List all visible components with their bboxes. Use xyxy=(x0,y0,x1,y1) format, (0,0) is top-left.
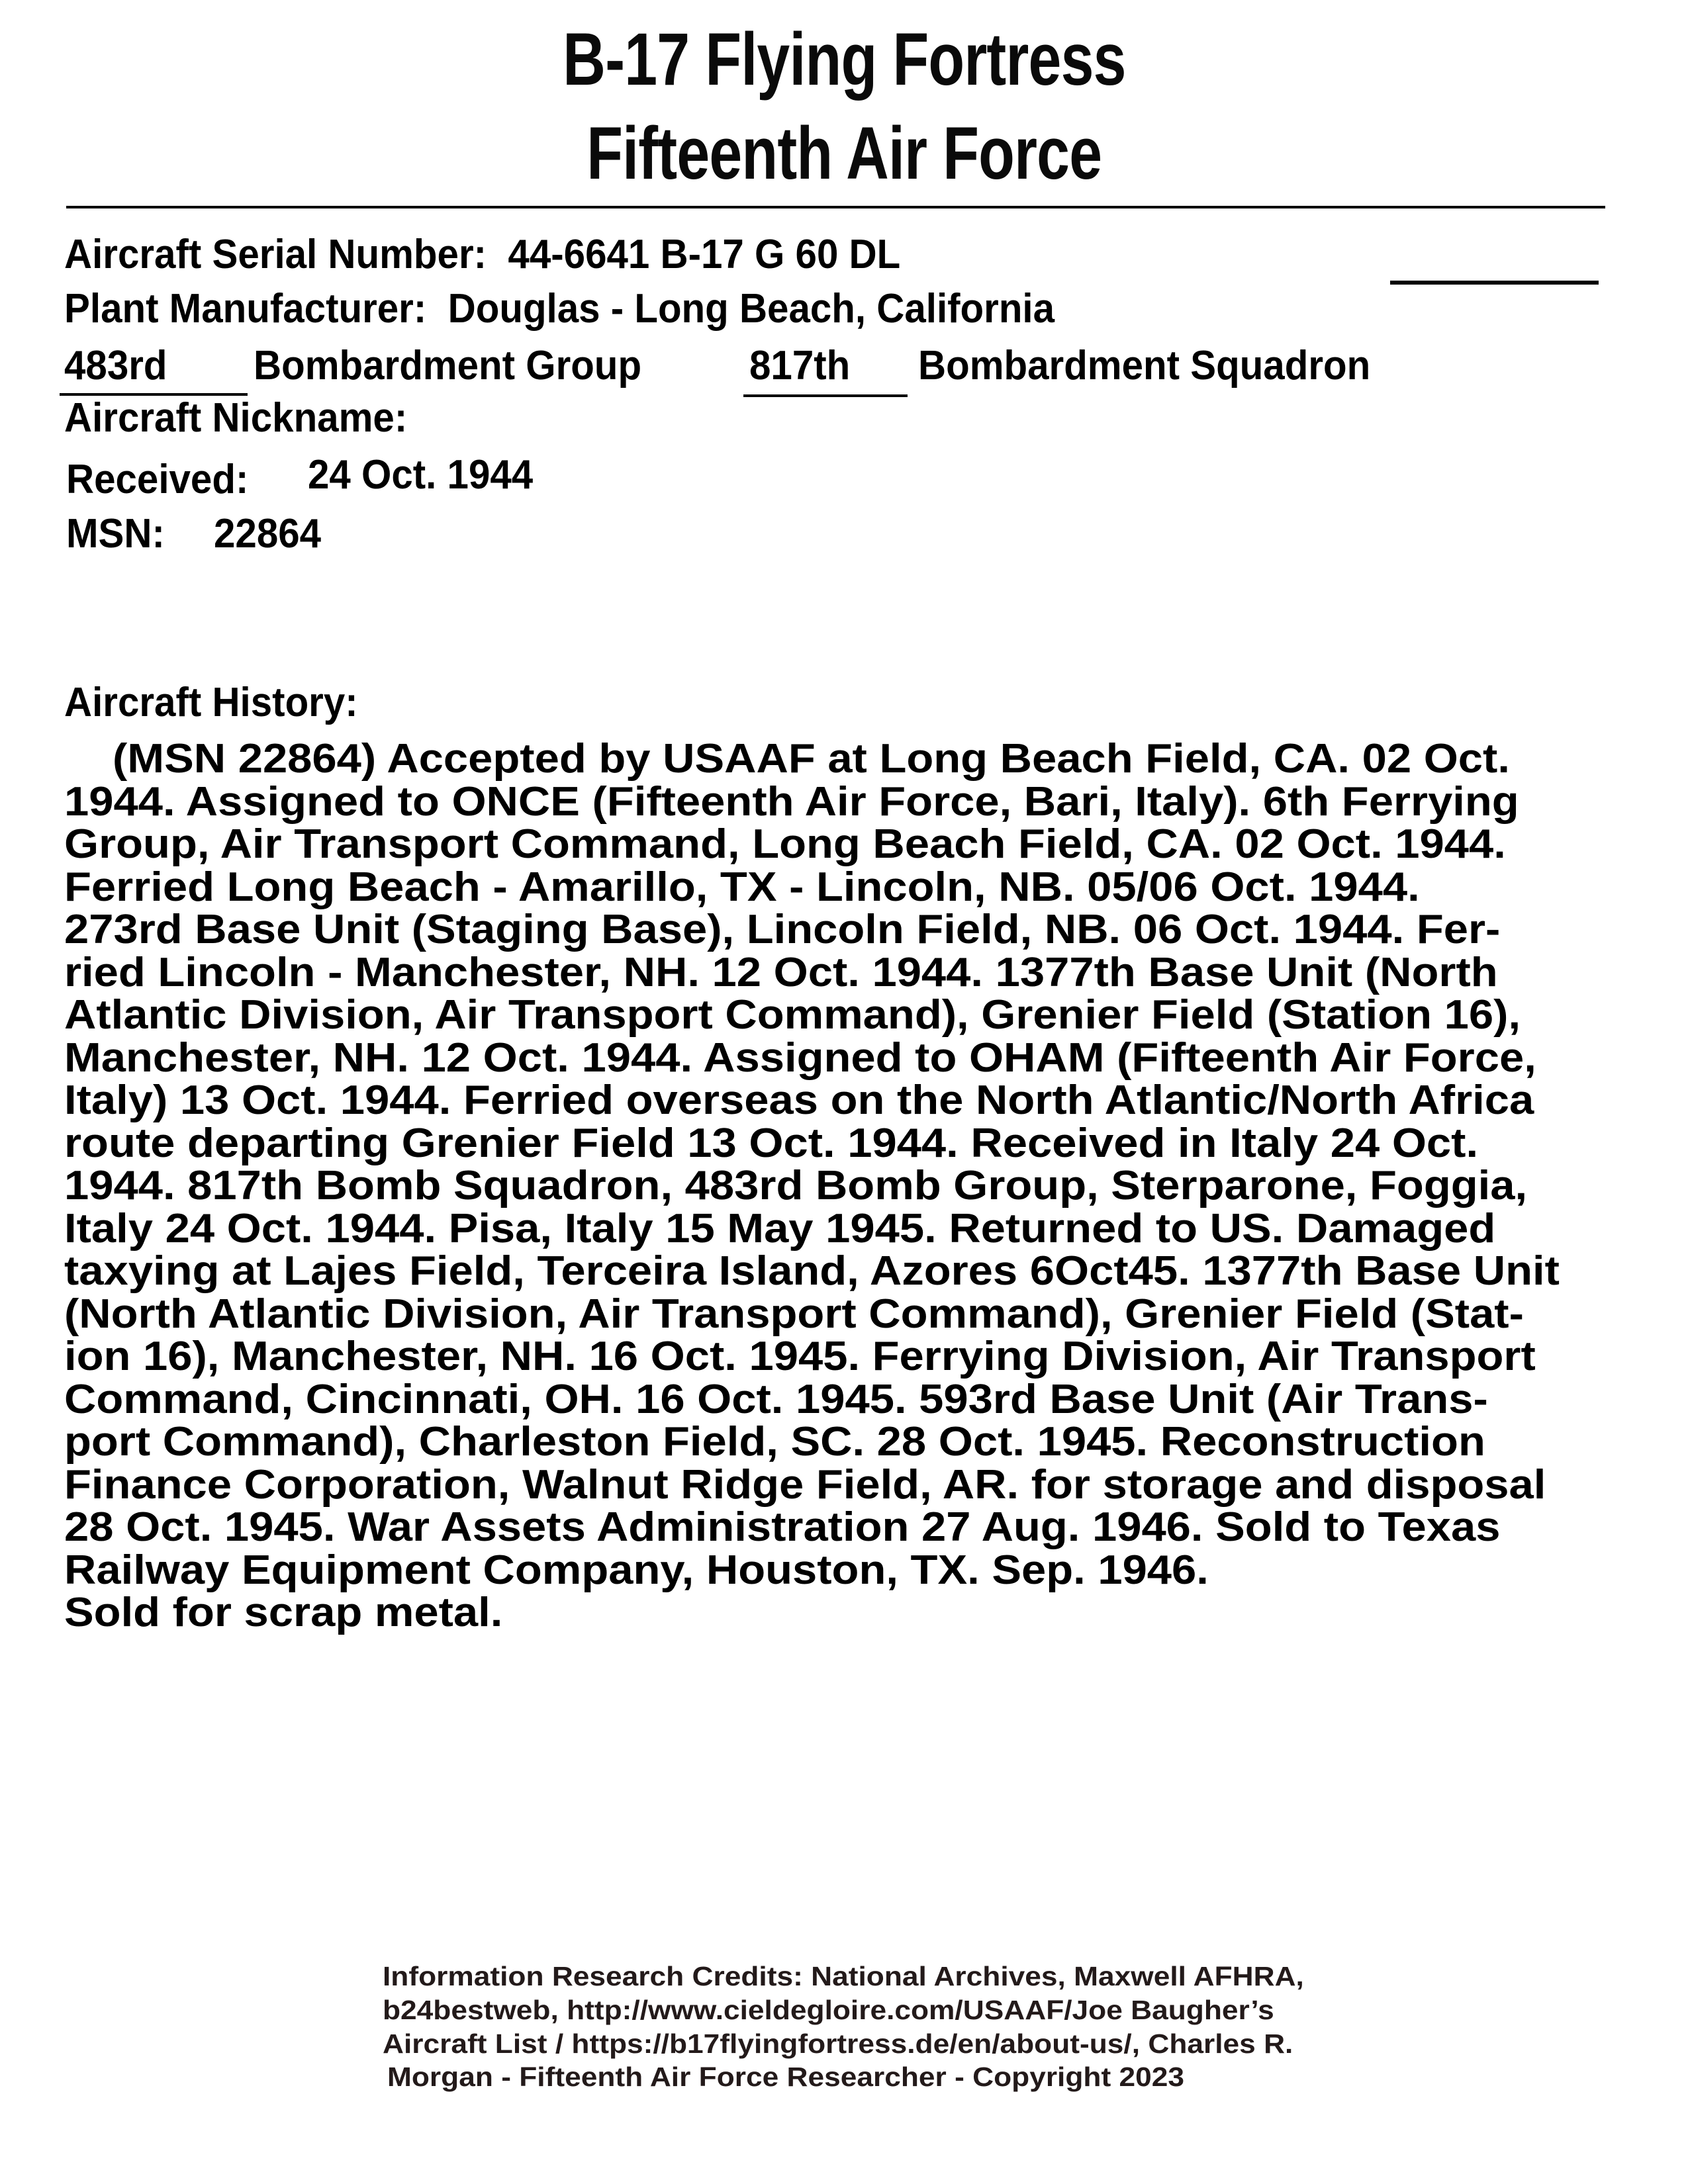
history-heading: Aircraft History: xyxy=(64,680,358,725)
history-line xyxy=(64,1163,1528,1208)
nickname-row xyxy=(64,395,429,441)
serial-blank-line xyxy=(1390,281,1599,285)
history-line xyxy=(64,1590,503,1635)
history-line xyxy=(64,1120,1479,1166)
group-label: Bombardment Group xyxy=(254,343,642,388)
history-line-text: Manchester, NH. 12 Oct. 1944. Assigned to OHAM (Fifteenth Air Force, xyxy=(64,1034,1536,1081)
credit-line xyxy=(383,2028,1293,2059)
history-line-text: Atlantic Division, Air Transport Command), Grenier Field (Station 16), xyxy=(64,992,1521,1038)
history-line-text: ried Lincoln - Manchester, NH. 12 Oct. 1944. 1377th Base Unit (North xyxy=(64,949,1498,995)
history-line xyxy=(64,1034,1536,1081)
history-line-text: Italy 24 Oct. 1944. Pisa, Italy 15 May 1945. Returned to US. Damaged xyxy=(64,1205,1496,1251)
history-line xyxy=(64,1419,1485,1465)
serial-number-value: 44-6641 B-17 G 60 DL xyxy=(508,232,901,277)
history-line xyxy=(64,1547,1209,1593)
serial-number-label: Aircraft Serial Number: xyxy=(64,232,487,277)
history-line-text: route departing Grenier Field 13 Oct. 1944. Received in Italy 24 Oct. xyxy=(64,1120,1479,1166)
credit-line xyxy=(387,2062,1185,2092)
history-line xyxy=(64,1248,1560,1294)
history-line-text: 273rd Base Unit (Staging Base), Lincoln Field, NB. 06 Oct. 1944. Fer- xyxy=(64,907,1501,952)
history-line-text: Railway Equipment Company, Houston, TX. Sep. 1946. xyxy=(64,1547,1209,1593)
history-line-text: Group, Air Transport Command, Long Beach Field, CA. 02 Oct. 1944. xyxy=(64,821,1506,867)
serial-number-row xyxy=(64,234,954,275)
history-line xyxy=(64,907,1501,952)
manufacturer-row xyxy=(64,286,1118,332)
history-line xyxy=(113,736,1510,782)
manufacturer-value: Douglas - Long Beach, California xyxy=(447,286,1055,332)
history-line xyxy=(64,1291,1524,1337)
squadron-value: 817th xyxy=(749,343,851,388)
history-line xyxy=(64,949,1498,995)
history-line xyxy=(64,1461,1546,1508)
history-line xyxy=(64,1334,1536,1379)
history-line-text: Italy) 13 Oct. 1944. Ferried overseas on the North Atlantic/North Africa xyxy=(64,1077,1534,1123)
history-line xyxy=(64,1205,1496,1251)
history-line-text: Ferried Long Beach - Amarillo, TX - Lincoln, NB. 05/06 Oct. 1944. xyxy=(64,864,1420,910)
history-line-text: ion 16), Manchester, NH. 16 Oct. 1945. Ferrying Division, Air Transport xyxy=(64,1334,1536,1379)
history-line-text: 28 Oct. 1945. War Assets Administration 27 Aug. 1946. Sold to Texas xyxy=(64,1504,1501,1550)
squadron-underline xyxy=(743,394,908,397)
group-value: 483rd xyxy=(64,343,167,388)
title-air-force: Fifteenth Air Force xyxy=(586,112,1102,195)
history-line-text: 1944. 817th Bomb Squadron, 483rd Bomb Group, Sterparone, Foggia, xyxy=(64,1163,1528,1208)
squadron-label: Bombardment Squadron xyxy=(918,343,1371,388)
history-line-text: (North Atlantic Division, Air Transport Command), Grenier Field (Stat- xyxy=(64,1291,1524,1337)
msn-value: 22864 xyxy=(214,511,322,557)
credit-line-text: b24bestweb, http://www.cieldegloire.com/USAAF/Joe Baugher’s xyxy=(383,1995,1274,2025)
nickname-label: Aircraft Nickname: xyxy=(64,395,408,441)
history-line xyxy=(64,821,1506,867)
title-divider xyxy=(66,206,1605,208)
received-label: Received: xyxy=(66,457,249,502)
history-line-text: Finance Corporation, Walnut Ridge Field, AR. for storage and disposal xyxy=(64,1461,1546,1508)
manufacturer-label: Plant Manufacturer: xyxy=(64,286,427,332)
received-value: 24 Oct. 1944 xyxy=(308,452,534,498)
history-line-text: Sold for scrap metal. xyxy=(64,1590,503,1635)
msn-label: MSN: xyxy=(66,511,165,557)
history-line xyxy=(64,1376,1488,1422)
credit-line-text: Information Research Credits: National Archives, Maxwell AFHRA, xyxy=(383,1961,1304,1991)
document-title-line-2 xyxy=(0,112,1688,195)
credit-line xyxy=(383,1961,1304,1991)
credit-line-text: Aircraft List / https://b17flyingfortress.de/en/about-us/, Charles R. xyxy=(383,2028,1293,2059)
credit-line xyxy=(383,1995,1274,2025)
title-aircraft-type: B-17 Flying Fortress xyxy=(562,18,1126,101)
history-line xyxy=(64,1504,1501,1550)
history-line-text: taxying at Lajes Field, Terceira Island, Azores 6Oct45. 1377th Base Unit xyxy=(64,1248,1560,1294)
document-title-line-1 xyxy=(0,18,1688,101)
history-line-text: 1944. Assigned to ONCE (Fifteenth Air Force, Bari, Italy). 6th Ferrying xyxy=(64,778,1519,825)
history-line-text: (MSN 22864) Accepted by USAAF at Long Beach Field, CA. 02 Oct. xyxy=(113,736,1510,782)
history-line xyxy=(64,1077,1534,1123)
history-line-text: port Command), Charleston Field, SC. 28 Oct. 1945. Reconstruction xyxy=(64,1419,1485,1465)
history-line-text: Command, Cincinnati, OH. 16 Oct. 1945. 593rd Base Unit (Air Trans- xyxy=(64,1376,1488,1422)
history-line xyxy=(64,864,1420,910)
history-line xyxy=(64,992,1521,1038)
credit-line-text: Morgan - Fifteenth Air Force Researcher - Copyright 2023 xyxy=(387,2062,1185,2092)
history-line xyxy=(64,778,1519,825)
